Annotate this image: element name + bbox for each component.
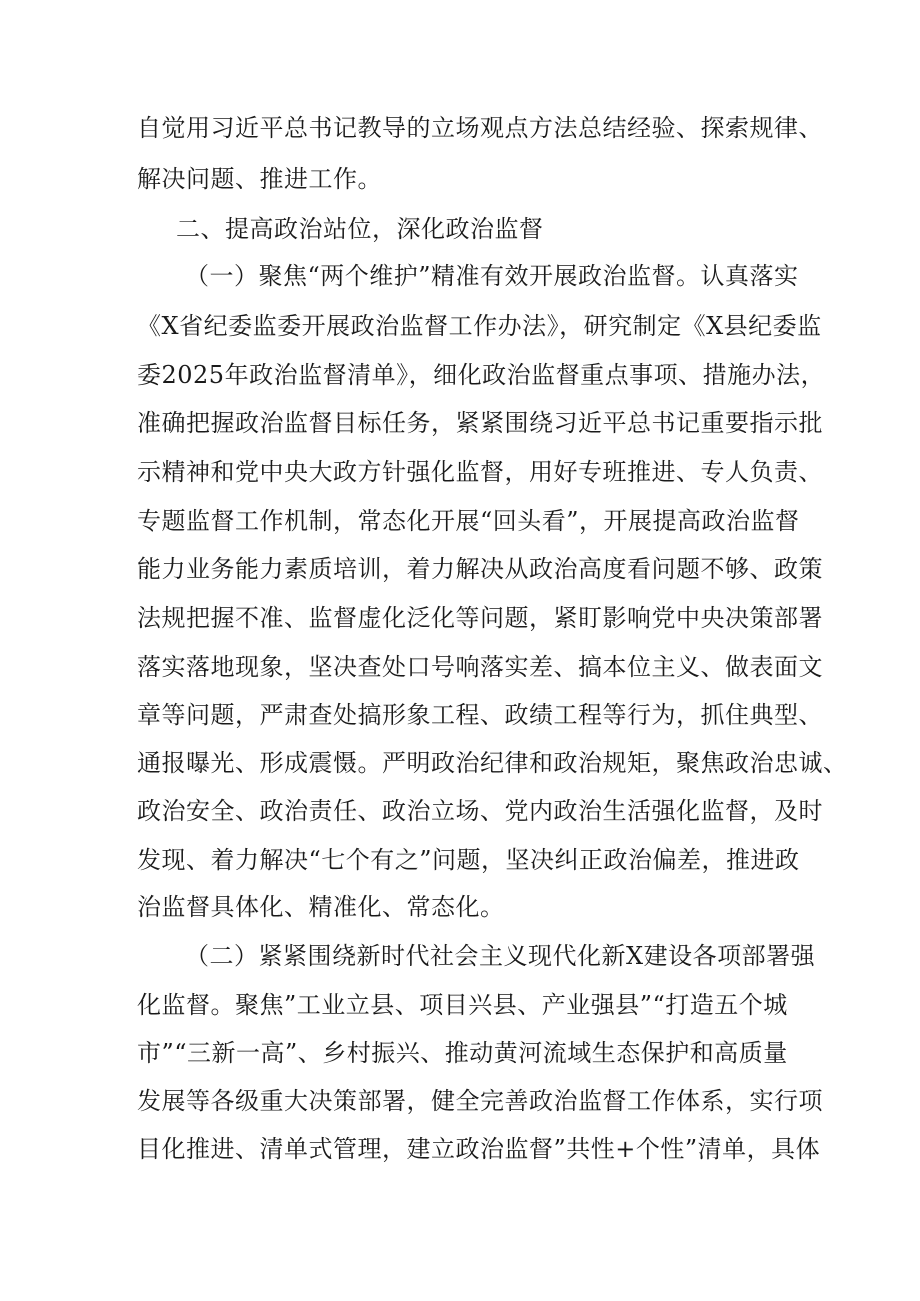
text-line: 解决问题、推进工作。 — [137, 165, 382, 193]
text-line: 落实落地现象，坚决查处口号响落实差、搞本位主义、做表面文 — [137, 653, 823, 681]
text-line: 示精神和党中央大政方针强化监督，用好专班推进、专人负责、 — [137, 458, 823, 486]
text-line: 治监督具体化、精准化、常态化。 — [137, 893, 505, 921]
text-line: （二）紧紧围绕新时代社会主义现代化新X建设各项部署强 — [185, 942, 816, 970]
text-line: 发现、着力解决“七个有之”问题，坚决纠正政治偏差，推进政 — [137, 846, 800, 874]
text-line: （一）聚焦“两个维护”精准有效开展政治监督。认真落实 — [185, 262, 799, 290]
text-line: 章等问题，严肃查处搞形象工程、政绩工程等行为，抓住典型、 — [137, 701, 823, 729]
text-line: 自觉用习近平总书记教导的立场观点方法总结经验、探索规律、 — [137, 114, 823, 142]
text-line: 《X省纪委监委开展政治监督工作办法》，研究制定《X县纪委监 — [137, 312, 822, 340]
text-line: 准确把握政治监督目标任务，紧紧围绕习近平总书记重要指示批 — [137, 409, 823, 437]
text-line: 法规把握不准、监督虚化泛化等问题，紧盯影响党中央决策部署 — [137, 604, 823, 632]
text-line: 发展等各级重大决策部署，健全完善政治监督工作体系，实行项 — [137, 1087, 823, 1115]
section-heading: 二、提高政治站位，深化政治监督 — [176, 215, 544, 243]
text-line: 政治安全、政治责任、政治立场、党内政治生活强化监督，及时 — [137, 797, 823, 825]
text-line: 通报曝光、形成震慑。严明政治纪律和政治规矩，聚焦政治忠诚、 — [137, 749, 848, 777]
text-line: 市”“三新一高”、乡村振兴、推动黄河流域生态保护和高质量 — [137, 1039, 788, 1067]
text-line: 专题监督工作机制，常态化开展“回头看”，开展提高政治监督 — [137, 507, 800, 535]
text-line: 化监督。聚焦”工业立县、项目兴县、产业强县”“打造五个城 — [137, 991, 788, 1019]
text-line: 委2025年政治监督清单》，细化政治监督重点事项、措施办法， — [137, 361, 826, 389]
text-line: 能力业务能力素质培训，着力解决从政治高度看问题不够、政策 — [137, 555, 823, 583]
text-line: 目化推进、清单式管理，建立政治监督”共性+个性”清单，具体 — [137, 1135, 821, 1163]
